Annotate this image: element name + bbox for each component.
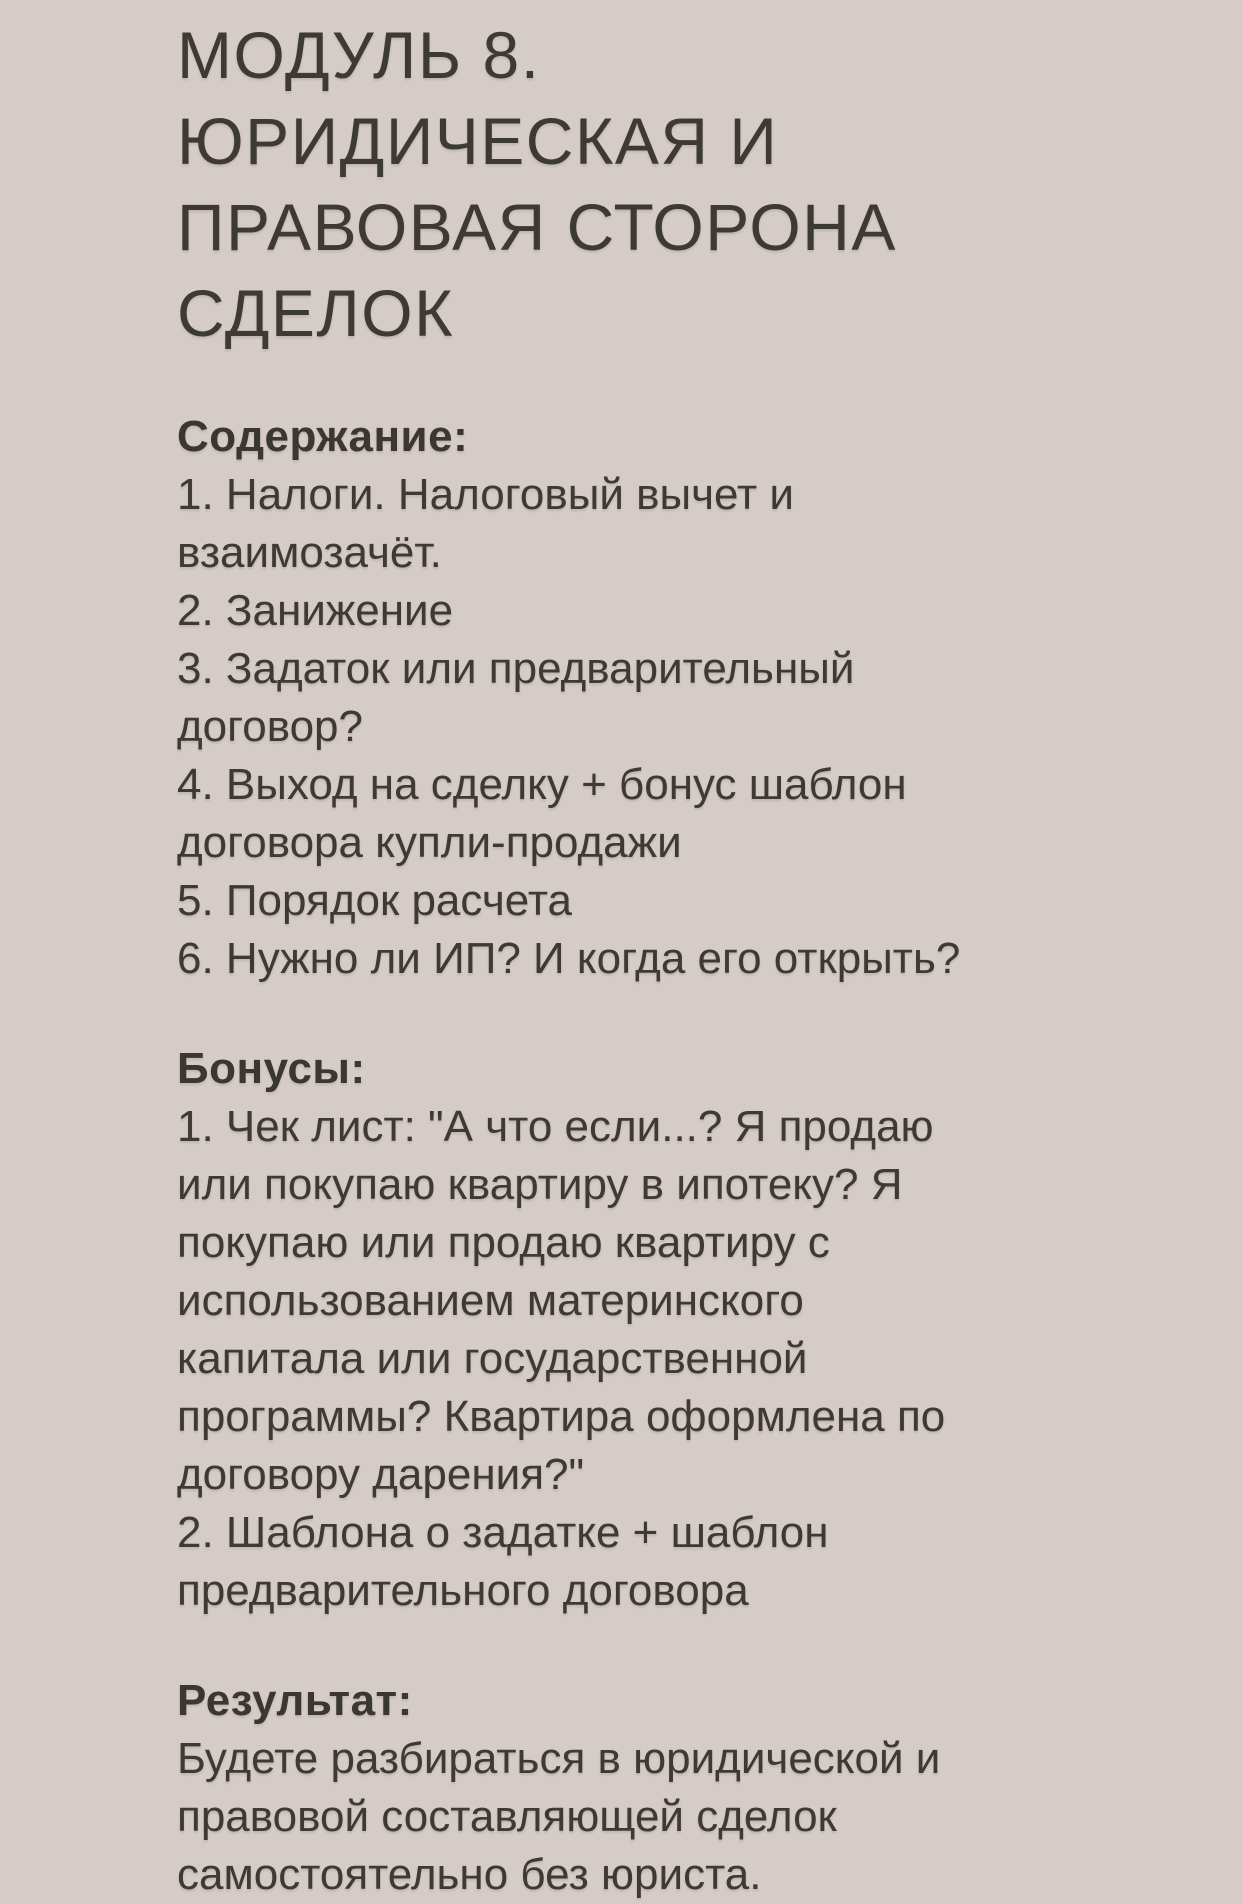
list-line: договора купли-продажи [177, 818, 682, 867]
text-line: самостоятельно без юриста. [177, 1850, 762, 1899]
list-line: или покупаю квартиру в ипотеку? Я [177, 1160, 903, 1209]
list-line: предварительного договора [177, 1566, 749, 1615]
section-result [177, 1672, 1192, 1904]
text-line: Будете разбираться в юридической и [177, 1734, 941, 1783]
list-line: 1. Налоги. Налоговый вычет и [177, 470, 795, 519]
section-result-body [177, 1730, 1192, 1904]
list-line: 1. Чек лист: "А что если...? Я продаю [177, 1102, 934, 1151]
section-bonuses [177, 1040, 1192, 1620]
section-result-heading: Результат: [177, 1676, 413, 1725]
list-line: использованием материнского [177, 1276, 804, 1325]
list-line: 5. Порядок расчета [177, 876, 572, 925]
module-title [177, 12, 1192, 356]
section-contents-body [177, 466, 1192, 988]
list-line: программы? Квартира оформлена по [177, 1392, 946, 1441]
list-line: договору дарения?" [177, 1450, 585, 1499]
module-title-line: ЮРИДИЧЕСКАЯ И [177, 104, 779, 178]
module-title-line: СДЕЛОК [177, 276, 455, 350]
list-line: 2. Шаблона о задатке + шаблон [177, 1508, 829, 1557]
section-bonuses-heading: Бонусы: [177, 1044, 366, 1093]
list-line: капитала или государственной [177, 1334, 808, 1383]
list-line: 6. Нужно ли ИП? И когда его открыть? [177, 934, 961, 983]
section-contents-heading: Содержание: [177, 412, 469, 461]
list-line: 3. Задаток или предварительный [177, 644, 855, 693]
module-title-line: МОДУЛЬ 8. [177, 18, 541, 92]
list-line: 4. Выход на сделку + бонус шаблон [177, 760, 907, 809]
list-line: покупаю или продаю квартиру с [177, 1218, 830, 1267]
list-line: договор? [177, 702, 363, 751]
section-bonuses-body [177, 1098, 1192, 1620]
list-line: взаимозачёт. [177, 528, 442, 577]
module-title-line: ПРАВОВАЯ СТОРОНА [177, 190, 897, 264]
text-line: правовой составляющей сделок [177, 1792, 837, 1841]
list-line: 2. Занижение [177, 586, 454, 635]
section-contents [177, 408, 1192, 988]
